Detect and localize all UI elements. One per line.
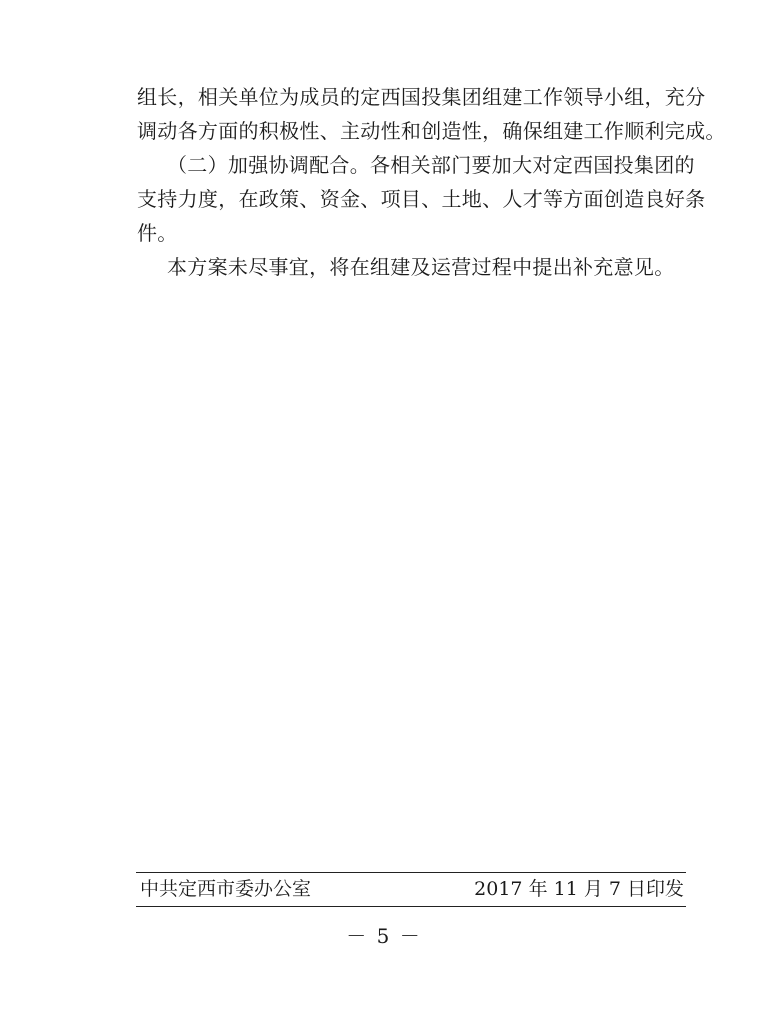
body-text [137, 80, 726, 284]
footer-issue-date: 2017 年 11 月 7 日印发 [474, 878, 684, 900]
paragraph-line: 调动各方面的积极性、主动性和创造性，确保组建工作顺利完成。 [137, 119, 726, 143]
paragraph-line: 本方案未尽事宜，将在组建及运营过程中提出补充意见。 [167, 255, 675, 279]
paragraph-line: 支持力度，在政策、资金、项目、土地、人才等方面创造良好条 [137, 187, 706, 211]
footer-rule-bottom [136, 906, 686, 907]
paragraph-line: （二）加强协调配合。各相关部门要加大对定西国投集团的 [167, 153, 695, 177]
footer-issuer: 中共定西市委办公室 [140, 878, 312, 900]
paragraph-line: 件。 [137, 221, 178, 245]
footer-rule-top [136, 872, 686, 873]
paragraph-line: 组长，相关单位为成员的定西国投集团组建工作领导小组，充分 [137, 85, 706, 109]
page-number: － 5 － [346, 924, 422, 948]
